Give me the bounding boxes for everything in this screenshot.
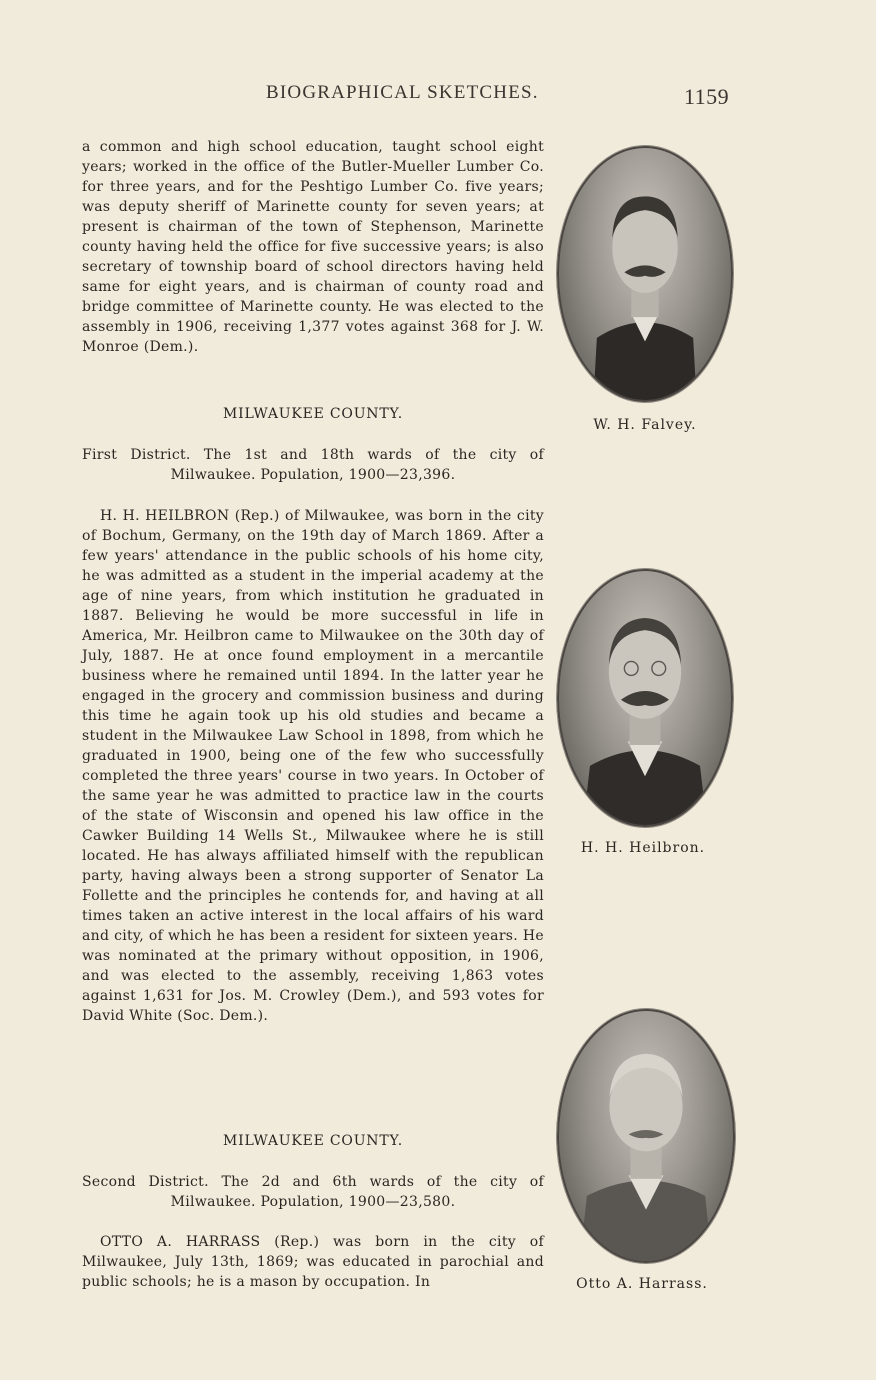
portrait-photo-icon	[559, 1011, 733, 1261]
section-title-milwaukee-2: MILWAUKEE COUNTY.	[223, 1133, 403, 1149]
section-title-milwaukee-1: MILWAUKEE COUNTY.	[223, 406, 403, 422]
page-number: 1159	[684, 84, 730, 109]
portrait-photo-icon	[559, 148, 731, 400]
district-line-1: Second District. The 2d and 6th wards of the city of	[82, 1174, 544, 1190]
bio-heilbron: H. H. HEILBRON (Rep.) of Milwaukee, was born in the city of Bochum, Germany, on the 19th day of March 1869. After a few years' attendance in the public schools of his home city, he was admitted as a student in the imperial academy at the age of nine years, from which institution he graduated in 1887. Believing he would be more successful in life in America, Mr. Heilbron came to Milwaukee on the 30th day of July, 1887. He at once found employment in a mercantile business where he remained until 1894. In the latter year he engaged in the grocery and commission business and during this time he again took up his old studies and became a student in the Milwaukee Law School in 1898, from which he graduated in 1900, being one of the few who successfully completed the three years' course in two years. In October of the same year he was admitted to practice law in the courts of the state of Wisconsin and opened his law office in the Cawker Building 14 Wells St., Milwaukee where he is still located. He has always affiliated himself with the republican party, having always been a strong supporter of Senator La Follette and the principles he contends for, and having at all times taken an active interest in the local affairs of his ward and city, of which he has been a resident for sixteen years. He was nominated at the primary without opposition, in 1906, and was elected to the assembly, receiving 1,863 votes against 1,631 for Jos. M. Crowley (Dem.), and 593 votes for David White (Soc. Dem.).	[82, 508, 544, 1024]
running-title: BIOGRAPHICAL SKETCHES.	[266, 82, 539, 103]
portrait-falvey	[557, 146, 733, 402]
bio-harrass: OTTO A. HARRASS (Rep.) was born in the city of Milwaukee, July 13th, 1869; was educated in parochial and public schools; he is a mason by occupation. In	[82, 1234, 544, 1290]
caption-harrass: Otto A. Harrass.	[576, 1276, 708, 1292]
caption-falvey: W. H. Falvey.	[593, 417, 697, 433]
district-info-first	[82, 445, 544, 485]
district-line-2: Milwaukee. Population, 1900—23,580.	[170, 1194, 456, 1210]
portrait-heilbron	[557, 569, 733, 827]
portrait-harrass	[557, 1009, 735, 1263]
caption-heilbron: H. H. Heilbron.	[580, 840, 706, 856]
bio-heilbron-block	[82, 506, 544, 1026]
continuation-paragraph: a common and high school education, taught school eight years; worked in the office of the Butler-Mueller Lumber Co. for three years, and for the Peshtigo Lumber Co. five years; was deputy sheriff of Marinette county for seven years; at present is chairman of the town of Stephenson, Marinette county having held the office for five successive years; is also secretary of township board of school directors having held same for eight years, and is chairman of county road and bridge committee of Marinette county. He was elected to the assembly in 1906, receiving 1,377 votes against 368 for J. W. Monroe (Dem.).	[82, 139, 544, 355]
district-line-1: First District. The 1st and 18th wards of the city of	[82, 447, 544, 463]
district-info-second	[82, 1172, 544, 1212]
continuation-block	[82, 137, 544, 357]
district-line-2: Milwaukee. Population, 1900—23,396.	[170, 467, 456, 483]
bio-harrass-block	[82, 1232, 544, 1292]
portrait-photo-icon	[559, 571, 731, 825]
